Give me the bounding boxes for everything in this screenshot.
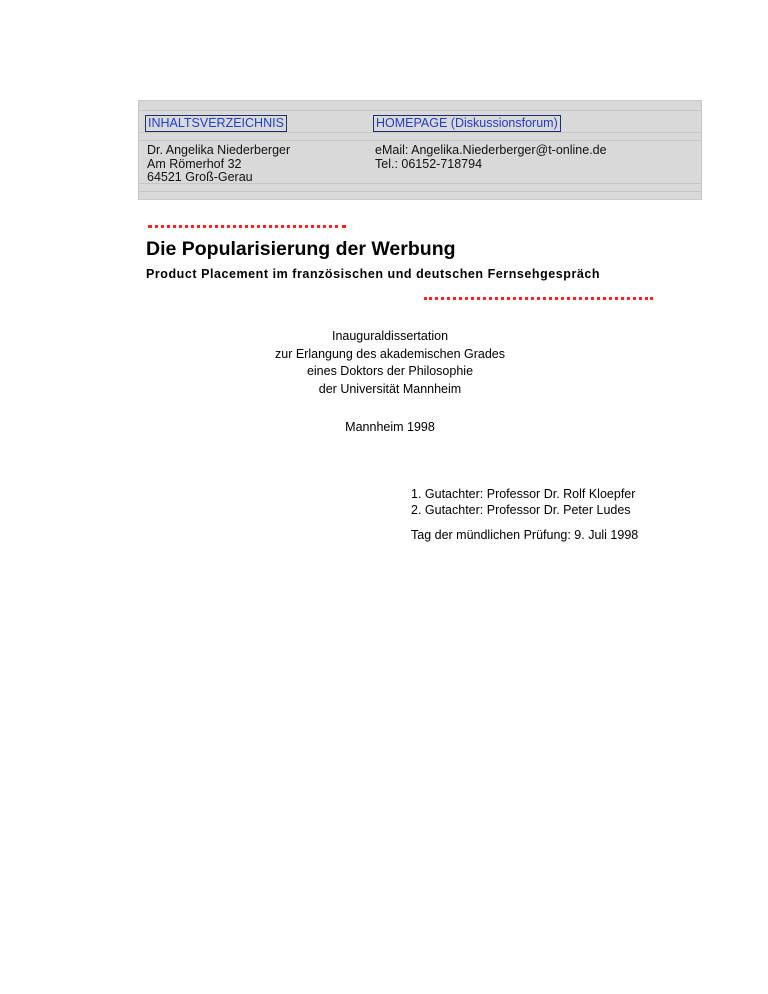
header-divider xyxy=(139,132,701,133)
reviewer-line: 1. Gutachter: Professor Dr. Rolf Kloepfer xyxy=(411,487,636,501)
header-divider xyxy=(139,110,701,111)
author-email: eMail: Angelika.Niederberger@t-online.de xyxy=(375,143,607,157)
document-subtitle: Product Placement im französischen und deutschen Fernsehgespräch xyxy=(146,267,601,281)
author-contact xyxy=(375,144,607,171)
author-phone: Tel.: 06152-718794 xyxy=(375,156,483,171)
dotted-rule-bottom xyxy=(424,297,653,300)
exam-date: Tag der mündlichen Prüfung: 9. Juli 1998 xyxy=(411,528,639,542)
author-street: Am Römerhof 32 xyxy=(147,156,242,171)
place-year: Mannheim 1998 xyxy=(345,420,435,434)
dotted-rule-top xyxy=(148,225,346,228)
reviewers xyxy=(411,487,635,518)
dissertation-line: der Universität Mannheim xyxy=(318,381,462,396)
toc-link[interactable]: INHALTSVERZEICHNIS xyxy=(145,115,287,132)
dissertation-line: eines Doktors der Philosophie xyxy=(306,364,474,378)
document-title: Die Popularisierung der Werbung xyxy=(146,238,456,260)
dissertation-line: Inauguraldissertation xyxy=(331,329,449,343)
dissertation-line: zur Erlangung des akademischen Grades xyxy=(275,346,505,361)
header-divider xyxy=(139,140,701,141)
author-name: Dr. Angelika Niederberger xyxy=(147,143,291,157)
homepage-link[interactable]: HOMEPAGE (Diskussionsforum) xyxy=(373,115,561,132)
author-address xyxy=(147,144,290,185)
dissertation-statement xyxy=(240,328,540,398)
header-divider xyxy=(139,191,701,192)
author-city: 64521 Groß-Gerau xyxy=(147,170,253,184)
header-box xyxy=(138,100,702,200)
reviewer-line: 2. Gutachter: Professor Dr. Peter Ludes xyxy=(411,502,631,517)
